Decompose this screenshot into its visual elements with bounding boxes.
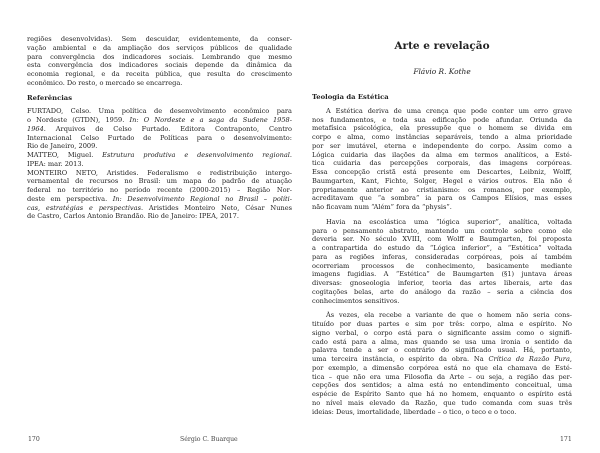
text-segment: para as regiões inferas, consideradas corpóreas, pois aí também bbox=[312, 252, 572, 261]
reference-entry bbox=[27, 151, 292, 169]
text-line bbox=[312, 151, 572, 160]
text-line bbox=[27, 195, 292, 204]
italic-text: 1964. bbox=[27, 124, 46, 133]
text-segment: tituído por duas partes e sim por três: corpo, alma e espírito. No bbox=[312, 320, 572, 328]
text-line bbox=[27, 61, 292, 70]
text-line bbox=[312, 373, 572, 382]
text-segment: vernamental de recursos no Brasil: um mapa do padrão de atuação bbox=[27, 177, 292, 186]
text-line bbox=[312, 168, 572, 177]
text-segment: espécie de Espírito Santo que há no homem, enquanto o espírito está bbox=[312, 390, 572, 398]
text-segment: , bbox=[569, 355, 572, 363]
text-line bbox=[27, 125, 292, 134]
text-segment: IPEA: mar. 2013. bbox=[27, 159, 84, 168]
body-text bbox=[312, 107, 572, 417]
text-line bbox=[312, 408, 572, 417]
left-body bbox=[27, 35, 292, 221]
text-segment: ocorreriam processos de conhecimento, basicamente mediante bbox=[312, 261, 572, 270]
text-segment: tica cuidaria das percepções corporais, das imagens corpóreas. bbox=[312, 159, 572, 168]
text-line bbox=[312, 142, 572, 151]
text-line bbox=[312, 288, 572, 297]
text-line bbox=[312, 244, 572, 253]
italic-text: Crítica da Razão Pura bbox=[488, 355, 570, 363]
text-segment: regiões desenvolvidas). Sem descuidar, evidentemente, da conser- bbox=[27, 35, 292, 43]
page-number-right: 171 bbox=[560, 436, 572, 443]
text-line bbox=[312, 227, 572, 236]
section-heading: Teologia da Estética bbox=[312, 93, 389, 101]
text-line bbox=[312, 320, 572, 329]
text-line bbox=[27, 160, 292, 169]
text-line bbox=[312, 107, 572, 116]
text-segment: propriamente anterior ao cristianismo: os romanos, por exemplo, bbox=[312, 185, 572, 194]
text-segment: signo verbal, o corpo está para o significante assim como o signifi- bbox=[312, 328, 572, 337]
text-line bbox=[312, 116, 572, 125]
text-segment: ideias: Deus, imortalidade, liberdade – o tico, o teco e o toco. bbox=[312, 407, 517, 416]
text-segment: Aristides Monteiro Neto, César Nunes bbox=[143, 203, 292, 212]
text-segment: conhecimentos sensitivos. bbox=[312, 296, 400, 305]
references-list bbox=[27, 107, 292, 221]
text-segment: MATTEO, Miguel. bbox=[27, 151, 103, 159]
text-line bbox=[27, 169, 292, 178]
text-line bbox=[312, 218, 572, 227]
text-segment: por ser imutável, eterna e independente do corpo. Assim como a bbox=[312, 141, 572, 150]
text-segment: federal no território no período recente (2000-2015) – Região Nor- bbox=[27, 186, 292, 194]
text-segment: no nível mais elevado da Razão, que tudo comanda com suas três bbox=[312, 398, 572, 407]
text-line bbox=[312, 399, 572, 408]
text-segment: Às vezes, ela recebe a variante de que o homem não seria cons- bbox=[326, 311, 572, 320]
text-line bbox=[312, 279, 572, 288]
text-line bbox=[27, 177, 292, 186]
text-line bbox=[27, 35, 292, 44]
text-line bbox=[27, 204, 292, 213]
running-footer: Sérgio C. Buarque bbox=[180, 436, 238, 443]
text-line bbox=[312, 203, 572, 212]
text-line bbox=[312, 124, 572, 133]
text-segment: FURTADO, Celso. Uma política de desenvolvimento econômico para bbox=[27, 107, 292, 116]
text-line bbox=[312, 346, 572, 355]
text-line bbox=[312, 177, 572, 186]
references-heading: Referências bbox=[27, 93, 73, 102]
text-segment: por exemplo, a dimensão corpórea está no que ela chamava de Esté- bbox=[312, 363, 572, 372]
right-body bbox=[312, 87, 572, 416]
text-line bbox=[27, 53, 292, 62]
text-segment: Arquivos de Celso Furtado. Editora Contraponto, Centro bbox=[45, 124, 292, 133]
text-line bbox=[312, 262, 572, 271]
text-segment: uma terceira instância, o espírito da obra. Na bbox=[312, 355, 489, 363]
text-line bbox=[27, 134, 292, 143]
text-line bbox=[27, 116, 292, 125]
text-line bbox=[312, 235, 572, 244]
paragraph bbox=[27, 35, 292, 88]
text-line bbox=[312, 364, 572, 373]
text-line bbox=[312, 297, 572, 306]
chapter-author: Flávio R. Kothe bbox=[413, 67, 471, 76]
text-line bbox=[27, 186, 292, 195]
text-segment: deveria ser. No século XVIII, com Wolff e Baumgarten, foi proposta bbox=[312, 235, 572, 244]
reference-entry bbox=[27, 169, 292, 222]
text-line bbox=[27, 142, 292, 151]
text-segment: imagens fugidias. A “Estética” de Baumgarten (§1) juntava áreas bbox=[312, 270, 572, 279]
text-line bbox=[312, 381, 572, 390]
italic-text: In: O Nordeste e a saga da Sudene 1958- bbox=[129, 116, 292, 124]
text-segment: Havia na escolástica uma “lógica superior”, analítica, voltada bbox=[326, 217, 572, 226]
right-page bbox=[300, 0, 600, 453]
text-line bbox=[27, 70, 292, 79]
text-line bbox=[312, 338, 572, 347]
paragraph bbox=[312, 107, 572, 212]
text-segment: nos fundamentos, e toda sua edificação pode afundar. Oriunda da bbox=[312, 115, 572, 124]
text-line bbox=[27, 151, 292, 160]
text-line bbox=[312, 253, 572, 262]
text-segment: Baumgarten, Kant, Fichte, Solger, Hegel e vários outros. Ela não é bbox=[312, 176, 572, 185]
text-segment: palavra tende a ser o contrário do significado usual. Há, portanto, bbox=[312, 346, 572, 355]
text-segment: o Nordeste (GTDN), 1959. bbox=[27, 116, 130, 124]
text-segment: para convergência dos indicadores sociais. Lembrando que mesmo bbox=[27, 52, 292, 61]
italic-text: In: Desenvolvimento Regional no Brasil – políti- bbox=[112, 194, 292, 203]
text-segment: Rio de Janeiro, 2009. bbox=[27, 142, 98, 151]
text-line bbox=[312, 355, 572, 364]
text-line bbox=[312, 159, 572, 168]
text-line bbox=[312, 186, 572, 195]
text-segment: MONTEIRO NETO, Aristides. Federalismo e redistribuição intergo- bbox=[27, 168, 292, 177]
italic-text: Estrutura produtiva e desenvolvimento regional. bbox=[102, 151, 292, 159]
text-line bbox=[312, 329, 572, 338]
paragraph bbox=[312, 218, 572, 306]
text-segment: para o pensamento abstrato, mantendo um controle sobre como ele bbox=[312, 226, 572, 235]
text-segment: metafísica psicológica, ela pressupõe que o homem se divida em bbox=[312, 124, 572, 133]
text-segment: econômico. Do resto, o mercado se encarrega. bbox=[27, 78, 183, 87]
text-line bbox=[27, 212, 292, 221]
page-number-left: 170 bbox=[28, 436, 40, 443]
text-segment: Internacional Celso Furtado de Políticas para o desenvolvimento: bbox=[27, 133, 292, 142]
text-segment: esta convergência dos indicadores sociais depende da dinâmica da bbox=[27, 61, 292, 70]
text-line bbox=[312, 390, 572, 399]
text-segment: diversas: gnoseologia inferior, teoria das artes liberais, arte das bbox=[312, 279, 572, 287]
italic-text: cas, estratégias e perspectivas. bbox=[27, 203, 144, 212]
text-segment: cepções dos sentidos; a alma está no entendimento conceitual, uma bbox=[312, 381, 572, 390]
text-segment: A Estética deriva de uma crença que pode conter um erro grave bbox=[326, 106, 572, 115]
text-segment: a contrapartida do estudo da “Lógica inferior”, a “Estética” voltada bbox=[312, 244, 572, 252]
text-segment: de Castro, Carlos Antonio Brandão. Rio de Janeiro: IPEA, 2017. bbox=[27, 212, 239, 221]
text-segment: Lógica cuidaria das ilações da alma em termos analíticos, a Esté- bbox=[312, 150, 572, 159]
text-segment: cogitações belas, arte do análogo da razão – seria a ciência dos bbox=[312, 287, 572, 296]
text-segment: vação ambiental e da ampliação dos serviços públicos de qualidade bbox=[27, 43, 292, 52]
text-line bbox=[27, 79, 292, 88]
paragraph bbox=[312, 311, 572, 416]
text-line bbox=[312, 270, 572, 279]
text-line bbox=[27, 107, 292, 116]
text-segment: acreditavam que “a sombra” ia para os Campos Elísios, mas esses bbox=[312, 194, 572, 203]
text-segment: economia regional, e da receita pública, que resulta do crescimento bbox=[27, 70, 292, 78]
text-segment: Essa concepção cristã está presente em Descartes, Leibniz, Wolff, bbox=[312, 168, 572, 176]
body-text bbox=[27, 35, 292, 88]
text-segment: deste em perspectiva. bbox=[27, 194, 113, 203]
reference-entry bbox=[27, 107, 292, 151]
text-line bbox=[312, 194, 572, 203]
text-segment: cado está para a alma, mas quando se usa uma ironia o sentido da bbox=[312, 337, 572, 346]
text-line bbox=[27, 44, 292, 53]
chapter-title: Arte e revelação bbox=[394, 40, 490, 52]
text-line bbox=[312, 311, 572, 320]
text-segment: corpo e alma, como instâncias separáveis, tendo a alma prioridade bbox=[312, 133, 572, 141]
text-segment: não ficavam num “Além” fora da “physis”. bbox=[312, 203, 452, 211]
text-line bbox=[312, 133, 572, 142]
text-segment: tica – que não era uma Filosofia da Arte – ou seja, a região das per- bbox=[312, 372, 572, 381]
